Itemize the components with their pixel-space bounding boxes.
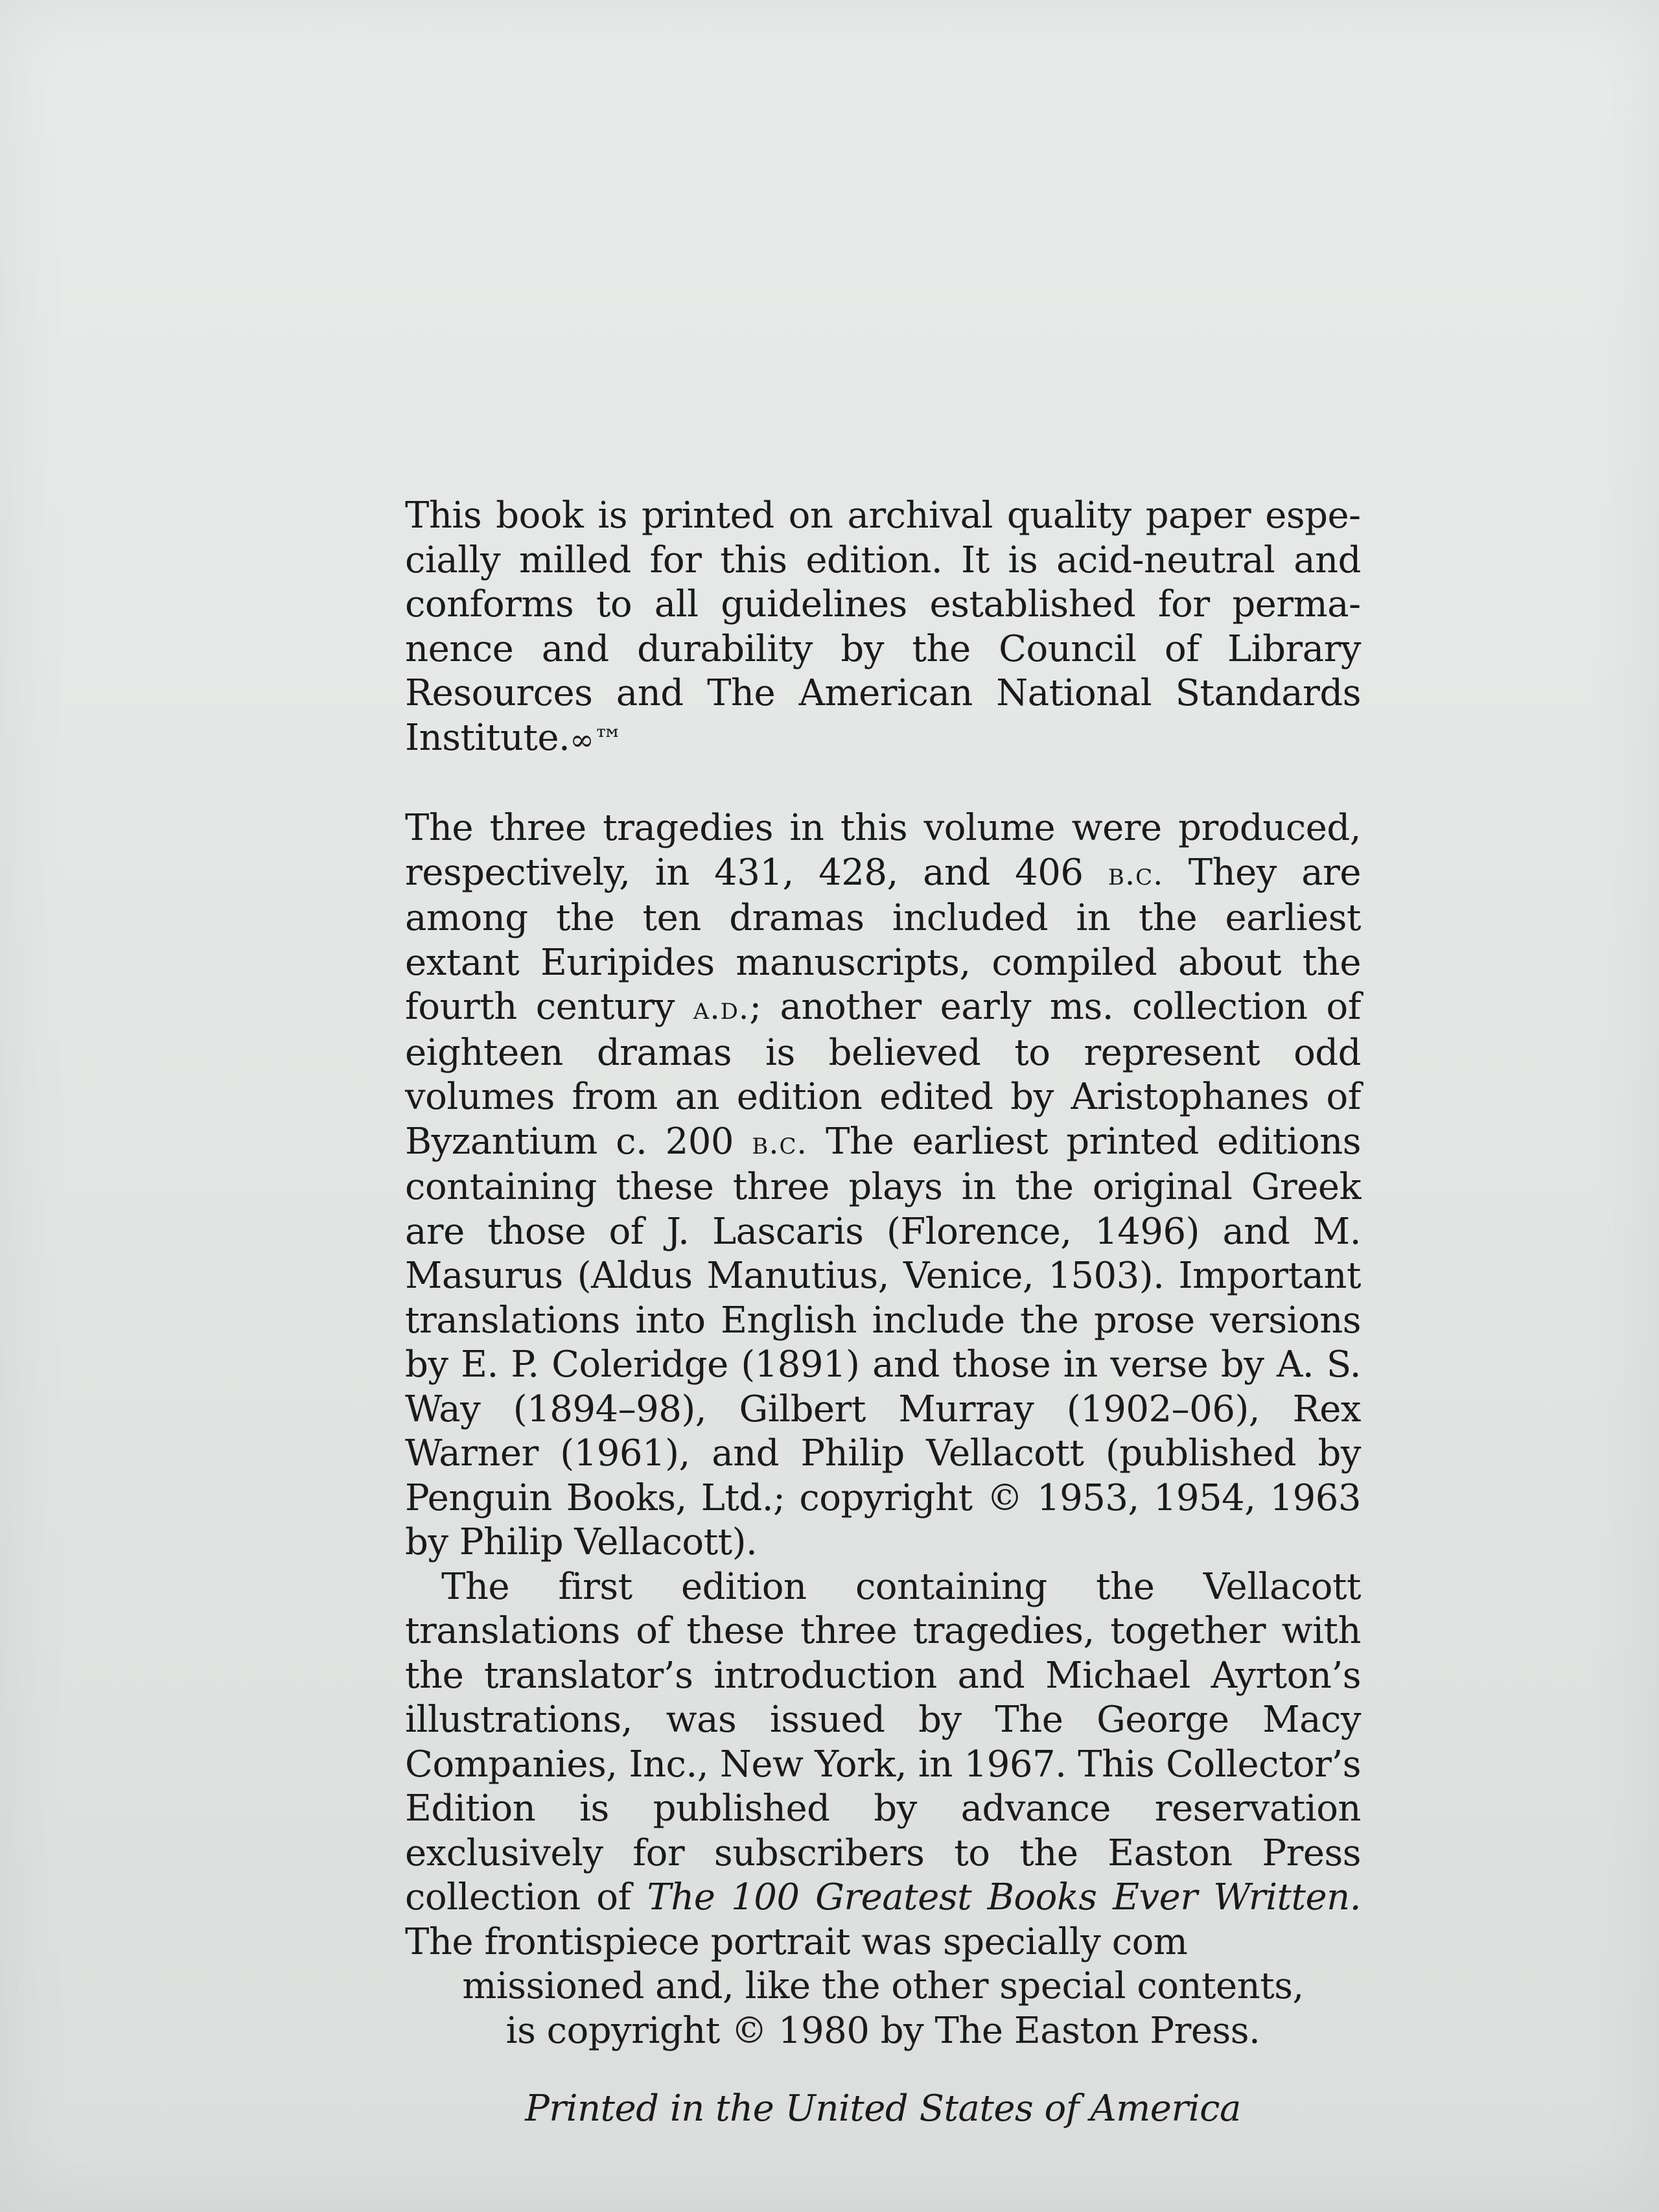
series-title: The 100 Greatest Books Ever Written. — [647, 1876, 1361, 1918]
archival-paper-note — [405, 494, 1361, 762]
edition-closing-line-1: missioned and, like the other special contents, — [462, 1965, 1304, 2007]
edition-paragraph — [405, 1565, 1361, 1965]
infinity-trademark-icon: ∞™ — [570, 722, 623, 757]
colophon-text-block — [405, 494, 1361, 2132]
bc-abbrev-1: b.c. — [1108, 856, 1164, 892]
history-text-1: The three tragedies in this volume were produced, respectively, in 431, 428, and 406 — [405, 807, 1361, 894]
publication-history-paragraph — [405, 806, 1361, 1565]
history-text-2: They are among the ten dramas included in the earliest extant Euripides manuscripts, compiled about the fourth century — [405, 851, 1362, 1028]
bc-abbrev-2: b.c. — [752, 1124, 807, 1161]
edition-text-1: The first edition containing the Vellacott translations of these three tragedies, together with the translator’s introduction and Michael Ayrton’s illustrations, was issued by The George Macy Companies, Inc., New York, in 1967. This Collector’s Edition is published by advance reservation exclusively for subscribers to the Easton Press collection of — [405, 1565, 1361, 1918]
printed-in-line: Printed in the United States of America — [525, 2088, 1241, 2130]
ad-abbrev: a.d. — [693, 990, 750, 1027]
archival-paper-note-text: This book is printed on archival quality paper especially milled for this edition. It is acid-neutral and conforms to all guidelines established for permanence and durability by the Council of Library Resources and The American National Standards Institute. — [405, 495, 1361, 759]
edition-closing-line-2: is copyright © 1980 by The Easton Press. — [505, 2009, 1260, 2052]
history-text-3: ; another early ms. collection of eighteen dramas is believed to represent odd volumes from an edition edited by Aristophanes of Byzantium c. 200 — [405, 986, 1362, 1163]
edition-text-2: The frontispiece portrait was specially com — [405, 1920, 1188, 1963]
history-text-4: The earliest printed editions containing these three plays in the original Greek are those of J. Lascaris (Florence, 1496) and M. Masurus (Aldus Manutius, Venice, 1503). Important translations into English include the prose versions by E. P. Coleridge (1891) and those in verse by A. S. Way (1894–98), Gilbert Murray (1902–06), Rex Warner (1961), and Philip Vellacott (published by Penguin Books, Ltd.; copyright © 1953, 1954, 1963 by Philip Vellacott). — [405, 1120, 1362, 1563]
